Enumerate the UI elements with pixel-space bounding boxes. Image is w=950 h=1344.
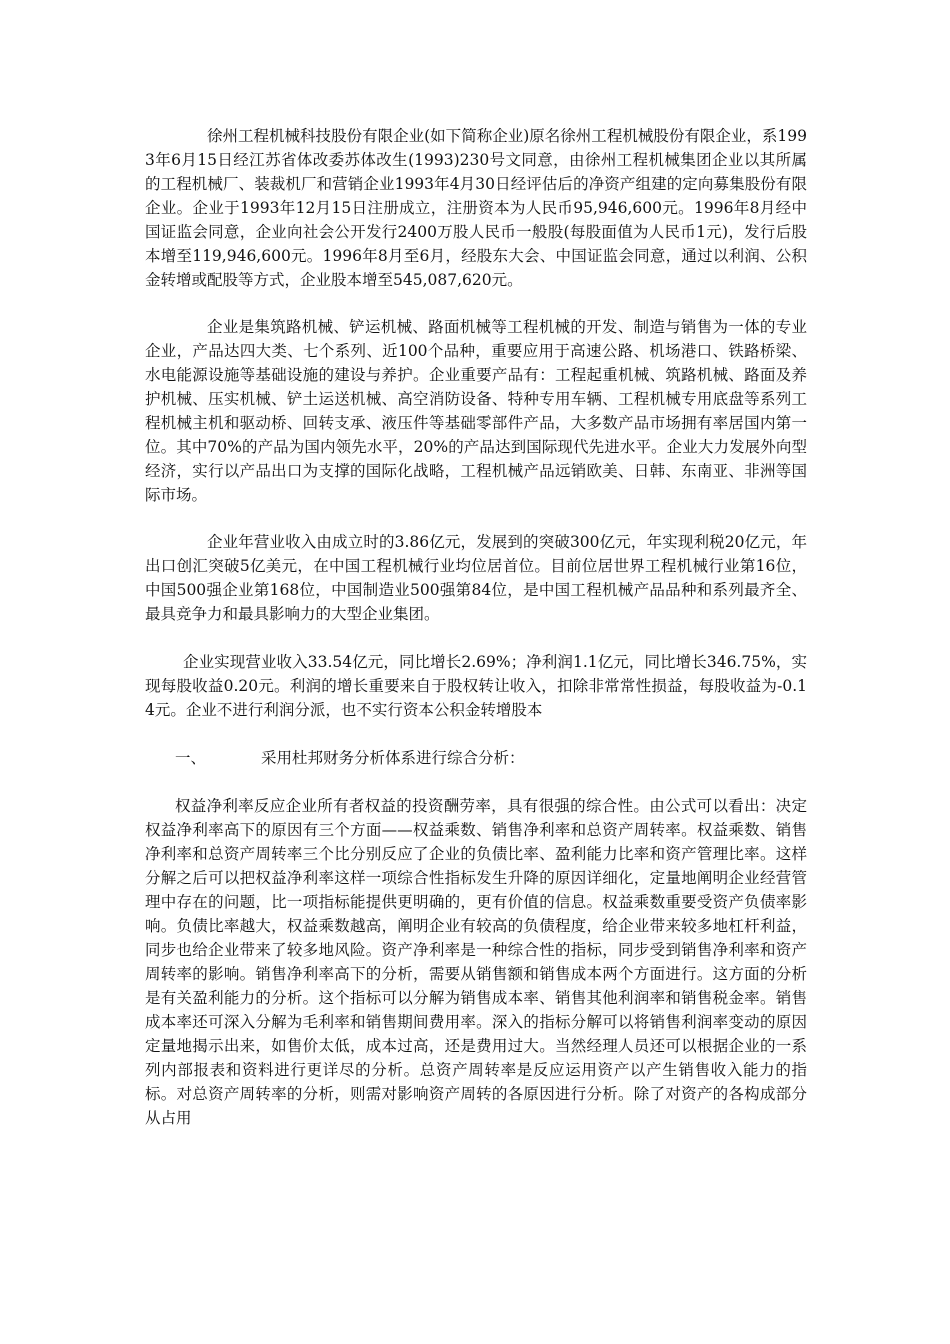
section-heading <box>145 746 807 770</box>
company-scale-paragraph: 企业年营业收入由成立时的3.86亿元，发展到的突破300亿元，年实现利税20亿元，年出口创汇突破5亿美元，在中国工程机械行业均位居首位。目前位居世界工程机械行业第16位，中国500强企业第168位，中国制造业500强第84位，是中国工程机械产品品种和系列最齐全、最具竞争力和最具影响力的大型企业集团。 <box>145 533 807 623</box>
company-history-paragraph: 徐州工程机械科技股份有限企业(如下简称企业)原名徐州工程机械股份有限企业，系1993年6月15日经江苏省体改委苏体改生(1993)230号文同意，由徐州工程机械集团企业以其所属的工程机械厂、装裁机厂和营销企业1993年4月30日经评估后的净资产组建的定向募集股份有限企业。企业于1993年12月15日注册成立，注册资本为人民币95,946,600元。1996年8月经中国证监会同意，企业向社会公开发行2400万股人民币一般股(每股面值为人民币1元)，发行后股本增至119,946,600元。1996年8月至6月，经股东大会、中国证监会同意，通过以利润、公积金转增或配股等方式，企业股本增至545,087,620元。 <box>145 127 807 289</box>
section-title: 采用杜邦财务分析体系进行综合分析： <box>261 749 525 767</box>
document-page <box>145 124 807 1130</box>
financial-results-paragraph: 企业实现营业收入33.54亿元，同比增长2.69%；净利润1.1亿元，同比增长346.75%，实现每股收益0.20元。利润的增长重要来自于股权转让收入，扣除非常常性损益，每股收益为-0.14元。企业不进行利润分派，也不实行资本公积金转增股本 <box>145 653 807 719</box>
company-business-paragraph: 企业是集筑路机械、铲运机械、路面机械等工程机械的开发、制造与销售为一体的专业企业，产品达四大类、七个系列、近100个品种，重要应用于高速公路、机场港口、铁路桥梁、水电能源设施等基础设施的建设与养护。企业重要产品有：工程起重机械、筑路机械、路面及养护机械、压实机械、铲土运送机械、高空消防设备、特种专用车辆、工程机械专用底盘等系列工程机械主机和驱动桥、回转支承、液压件等基础零部件产品，大多数产品市场拥有率居国内第一位。其中70%的产品为国内领先水平，20%的产品达到国际现代先进水平。企业大力发展外向型经济，实行以产品出口为支撑的国际化战略，工程机械产品远销欧美、日韩、东南亚、非洲等国际市场。 <box>145 318 807 504</box>
section-number: 一、 <box>175 749 207 767</box>
dupont-analysis-paragraph: 权益净利率反应企业所有者权益的投资酬劳率，具有很强的综合性。由公式可以看出：决定权益净利率高下的原因有三个方面——权益乘数、销售净利率和总资产周转率。权益乘数、销售净利率和总资产周转率三个比分别反应了企业的负债比率、盈利能力比率和资产管理比率。这样分解之后可以把权益净利率这样一项综合性指标发生升降的原因详细化，定量地阐明企业经营管理中存在的问题，比一项指标能提供更明确的，更有价值的信息。权益乘数重要受资产负债率影响。负债比率越大，权益乘数越高，阐明企业有较高的负债程度，给企业带来较多地杠杆利益，同步也给企业带来了较多地风险。资产净利率是一种综合性的指标，同步受到销售净利率和资产周转率的影响。销售净利率高下的分析，需要从销售额和销售成本两个方面进行。这方面的分析是有关盈利能力的分析。这个指标可以分解为销售成本率、销售其他利润率和销售税金率。销售成本率还可深入分解为毛利率和销售期间费用率。深入的指标分解可以将销售利润率变动的原因定量地揭示出来，如售价太低，成本过高，还是费用过大。当然经理人员还可以根据企业的一系列内部报表和资料进行更详尽的分析。总资产周转率是反应运用资产以产生销售收入能力的指标。对总资产周转率的分析，则需对影响资产周转的各原因进行分析。除了对资产的各构成部分从占用 <box>145 797 807 1127</box>
